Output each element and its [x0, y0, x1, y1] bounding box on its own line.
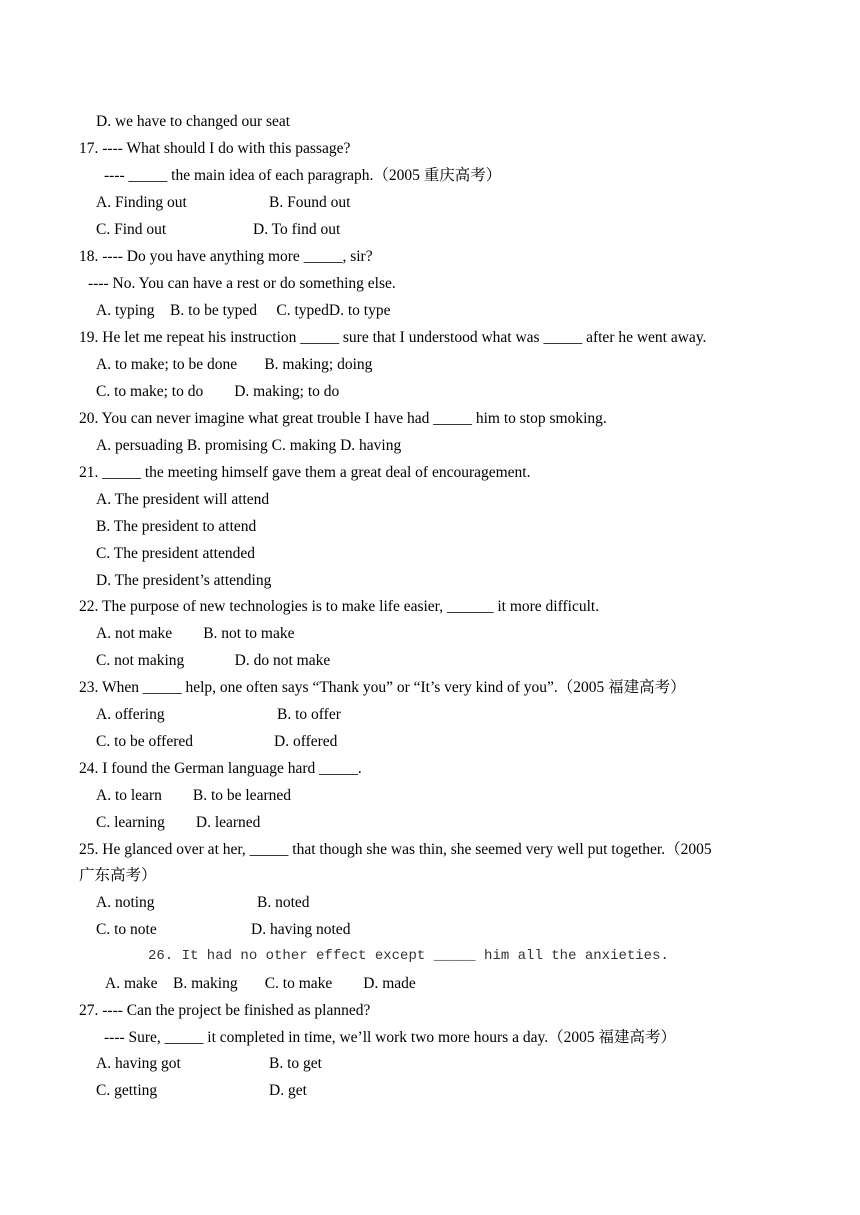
q21-option-b: B. The president to attend — [96, 518, 257, 535]
q27-option-c: C. getting — [96, 1082, 158, 1099]
question-17-line2: ---- _____ the main idea of each paragraph.（2005 重庆高考） — [104, 167, 502, 184]
q21-option-a: A. The president will attend — [96, 491, 270, 508]
q17-option-c: C. Find out — [96, 221, 167, 238]
q21-option-d: D. The president’s attending — [96, 572, 272, 589]
q20-options: A. persuading B. promising C. making D. having — [96, 437, 402, 454]
question-18: 18. ---- Do you have anything more _____, sir? — [79, 248, 373, 265]
q27-option-a: A. having got — [96, 1055, 181, 1072]
question-26: 26. It had no other effect except _____ him all the anxieties. — [148, 948, 669, 964]
question-25-line2: 广东高考） — [79, 867, 157, 884]
question-27: 27. ---- Can the project be finished as planned? — [79, 1002, 371, 1019]
q24-options-cd: C. learning D. learned — [96, 814, 261, 831]
q25-option-a: A. noting — [96, 894, 155, 911]
question-27-line2: ---- Sure, _____ it completed in time, we’ll work two more hours a day.（2005 福建高考） — [104, 1029, 676, 1046]
q24-options-ab: A. to learn B. to be learned — [96, 787, 291, 804]
question-23: 23. When _____ help, one often says “Thank you” or “It’s very kind of you”.（2005 福建高考） — [79, 679, 686, 696]
q23-option-a: A. offering — [96, 706, 165, 723]
q23-option-d: D. offered — [274, 733, 338, 750]
q27-option-b: B. to get — [269, 1055, 322, 1072]
question-18-line2: ---- No. You can have a rest or do something else. — [88, 275, 396, 292]
q17-option-d: D. To find out — [253, 221, 341, 238]
q22-options-cd: C. not making D. do not make — [96, 652, 331, 669]
question-19: 19. He let me repeat his instruction _____ sure that I understood what was _____ after he went away. — [79, 329, 707, 346]
q25-option-b: B. noted — [257, 894, 310, 911]
q27-option-d: D. get — [269, 1082, 307, 1099]
q17-option-b: B. Found out — [269, 194, 351, 211]
q17-option-a: A. Finding out — [96, 194, 187, 211]
q22-options-ab: A. not make B. not to make — [96, 625, 295, 642]
question-25: 25. He glanced over at her, _____ that though she was thin, she seemed very well put together.（2005 — [79, 841, 712, 858]
q19-options-ab: A. to make; to be done B. making; doing — [96, 356, 373, 373]
q26-options: A. make B. making C. to make D. made — [105, 975, 416, 992]
question-24: 24. I found the German language hard _____. — [79, 760, 362, 777]
q21-option-c: C. The president attended — [96, 545, 255, 562]
q23-option-c: C. to be offered — [96, 733, 193, 750]
q18-options: A. typing B. to be typed C. typedD. to type — [96, 302, 391, 319]
question-22: 22. The purpose of new technologies is to make life easier, ______ it more difficult. — [79, 598, 600, 615]
q25-option-d: D. having noted — [251, 921, 351, 938]
q16-option-d: D. we have to changed our seat — [96, 113, 291, 130]
q23-option-b: B. to offer — [277, 706, 341, 723]
question-21: 21. _____ the meeting himself gave them a great deal of encouragement. — [79, 464, 531, 481]
question-17: 17. ---- What should I do with this passage? — [79, 140, 351, 157]
q19-options-cd: C. to make; to do D. making; to do — [96, 383, 340, 400]
q25-option-c: C. to note — [96, 921, 157, 938]
question-20: 20. You can never imagine what great trouble I have had _____ him to stop smoking. — [79, 410, 607, 427]
